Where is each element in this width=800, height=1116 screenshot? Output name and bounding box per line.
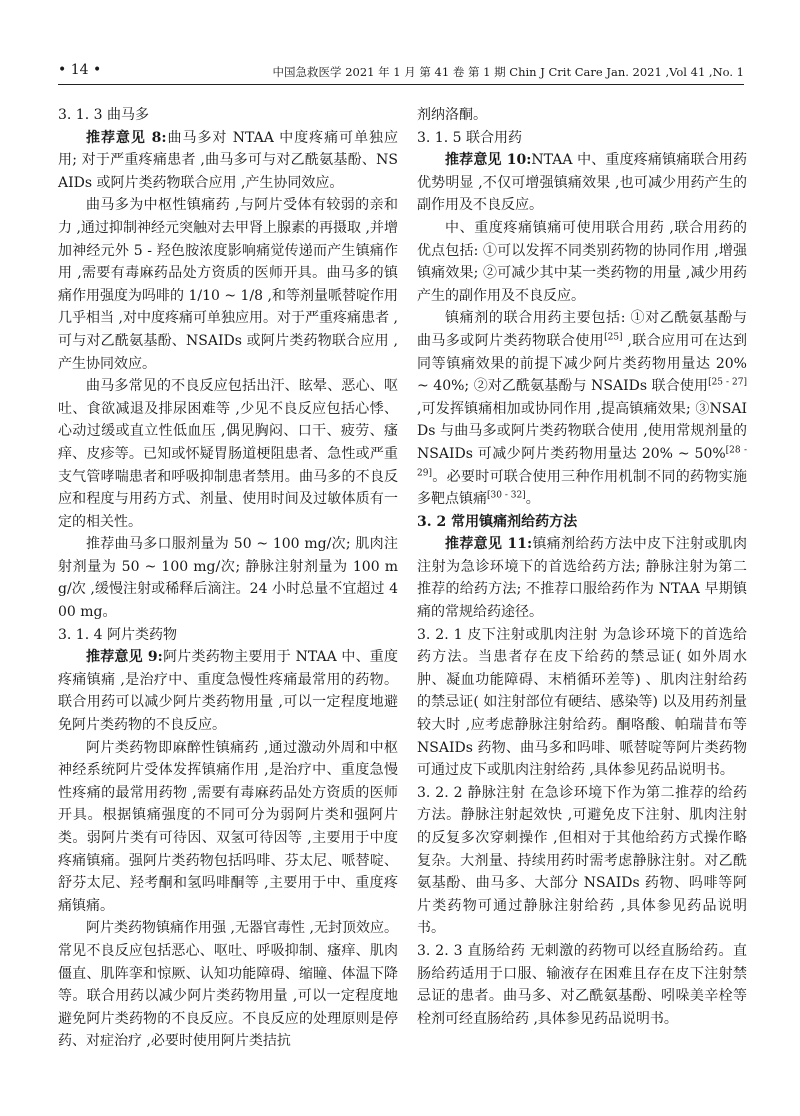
recommendation-9 (58, 646, 398, 736)
page-header (58, 62, 744, 85)
section-heading-3-1-3: 3. 1. 3 曲马多 (58, 107, 149, 123)
recommendation-11 (417, 533, 747, 623)
body-paragraph-with-citations: 镇痛剂的联合用药主要包括: ①对乙酰氨基酚与曲马多或阿片类药物联合使用[25] ,联合应用可在达到同等镇痛效果的前提下减少阿片类药物用量达 20% ~ 40%; ②对乙酰氨基酚与 NSAIDs 联合使用[25 - 27] ,可发挥镇痛相加或协同作用 ,提高镇痛效果; ③NSAIDs 与曲马多或阿片类药物联合使用 ,使用常规剂量的 NSAIDs 可减少阿片类药物用量达 20% ~ 50%[28 - 29]。必要时可联合使用三种作用机制不同的药物实施多靶点镇痛[30 - 32]。 (417, 310, 748, 508)
citation: [25] (604, 332, 623, 343)
recommendation-text: 阿片类药物主要用于 NTAA 中、重度疼痛镇痛 ,是治疗中、重度急慢性疼痛最常用的药物。联合用药可以减少阿片类药物用量 ,可以一定程度地避免阿片类药物的不良反应。 (58, 649, 398, 734)
body-paragraph: 曲马多为中枢性镇痛药 ,与阿片受体有较弱的亲和力 ,通过抑制神经元突触对去甲肾上腺素的再摄取 ,并增加神经元外 5 - 羟色胺浓度影响痛觉传递而产生镇痛作用 ,需要有毒麻药品处方资质的医师开具。曲马多的镇痛作用强度为吗啡的 1/10 ~ 1/8 ,和等剂量哌替啶作用几乎相当 ,对中度疼痛可单独应用。对于严重疼痛患者 ,可与对乙酰氨基酚、NSAIDs 或阿片类药物联合应用 ,产生协同效应。 (58, 197, 398, 372)
section-heading-3-1-5: 3. 1. 5 联合用药 (417, 129, 522, 146)
page-number: • 14 • (58, 62, 102, 78)
subsection-3-2-2: 3. 2. 2 静脉注射 在急诊环境下作为第二推荐的给药方法。静脉注射起效快 ,可避免皮下注射、肌肉注射的反复多次穿刺操作 ,但相对于其他给药方式操作略复杂。大剂量、持续用药时需考虑静脉注射。对乙酰氨基酚、曲马多、大部分 NSAIDs 药物、吗啡等阿片类药物可通过静脉注射给药 ,具体参见药品说明书。 (417, 784, 747, 937)
citation: [28 - 29] (417, 445, 748, 478)
recommendation-text: NTAA 中、重度疼痛镇痛联合用药优势明显 ,不仅可增强镇痛效果 ,也可减少用药产生的副作用及不良反应。 (417, 152, 747, 214)
recommendation-label: 推荐意见 8: (86, 129, 167, 146)
citation: [30 - 32] (487, 490, 526, 501)
journal-running-head: 中国急救医学 2021 年 1 月 第 41 卷 第 1 期 Chin J Crit Care Jan. 2021 ,Vol 41 ,No. 1 (272, 65, 744, 79)
subsection-3-2-1: 3. 2. 1 皮下注射或肌肉注射 为急诊环境下的首选给药方法。当患者存在皮下给药的禁忌证( 如外周水肿、凝血功能障碍、末梢循环差等) 、肌肉注射给药的禁忌证( 如注射部位有硬结、感染等) 以及用药剂量较大时 ,应考虑静脉注射给药。酮咯酸、帕瑞昔布等 NSAIDs 药物、曲马多和吗啡、哌替啶等阿片类药物可通过皮下或肌肉注射给药 ,具体参见药品说明书。 (417, 626, 747, 779)
continued-text: 剂纳洛酮。 (417, 107, 487, 123)
recommendation-label: 推荐意见 9: (86, 649, 163, 666)
section-heading-3-1-4: 3. 1. 4 阿片类药物 (58, 626, 177, 643)
body-paragraph: 推荐曲马多口服剂量为 50 ~ 100 mg/次; 肌肉注射剂量为 50 ~ 100 mg/次; 静脉注射剂量为 100 mg/次 ,缓慢注射或稀释后滴注。24 小时总量不宜超过 400 mg。 (58, 536, 398, 621)
recommendation-label: 推荐意见 11: (445, 536, 533, 553)
right-column (417, 104, 747, 1030)
left-column (58, 104, 398, 1053)
body-paragraph: 曲马多常见的不良反应包括出汗、眩晕、恶心、呕吐、食欲减退及排尿困难等 ,少见不良反应包括心悸、心动过缓或直立性低血压 ,偶见胸闷、口干、疲劳、瘙痒、皮疹等。已知或怀疑胃肠道梗阻患者、急性或严重支气管哮喘患者和呼吸抑制患者禁用。曲马多的不良反应和程度与用药方式、剂量、使用时间及过敏体质有一定的相关性。 (58, 378, 398, 530)
body-paragraph: 阿片类药物即麻醉性镇痛药 ,通过激动外周和中枢神经系统阿片受体发挥镇痛作用 ,是治疗中、重度急慢性疼痛的最常用药物 ,需要有毒麻药品处方资质的医师开具。根据镇痛强度的不同可分为弱阿片类和强阿片类。弱阿片类有可待因、双氢可待因等 ,主要用于中度疼痛镇痛。强阿片类药物包括吗啡、芬太尼、哌替啶、舒芬太尼、羟考酮和氢吗啡酮等 ,主要用于中、重度疼痛镇痛。 (58, 739, 398, 914)
body-paragraph: 中、重度疼痛镇痛可使用联合用药 ,联合用药的优点包括: ①可以发挥不同类别药物的协同作用 ,增强镇痛效果; ②可减少其中某一类药物的用量 ,减少用药产生的副作用及不良反应。 (417, 219, 747, 304)
subsection-3-2-3: 3. 2. 3 直肠给药 无刺激的药物可以经直肠给药。直肠给药适用于口服、输液存在困难且存在皮下注射禁忌证的患者。曲马多、对乙酰氨基酚、吲哚美辛栓等栓剂可经直肠给药 ,具体参见药品说明书。 (417, 942, 747, 1027)
recommendation-text: 镇痛剂给药方法中皮下注射或肌肉注射为急诊环境下的首选给药方法; 静脉注射为第二推荐的给药方法; 不推荐口服给药作为 NTAA 早期镇痛的常规给药途径。 (417, 536, 748, 621)
citation: [25 - 27] (708, 377, 747, 388)
body-paragraph: 阿片类药物镇痛作用强 ,无器官毒性 ,无封顶效应。常见不良反应包括恶心、呕吐、呼吸抑制、瘙痒、肌肉僵直、肌阵挛和惊厥、认知功能障碍、缩瞳、体温下降等。联合用药以减少阿片类药物用量 ,可以一定程度地避免阿片类药物的不良反应。不良反应的处理原则是停药、对症治疗 ,必要时使用阿片类拮抗 (58, 920, 398, 1050)
recommendation-10 (417, 149, 747, 217)
recommendation-text: 曲马多对 NTAA 中度疼痛可单独应用; 对于严重疼痛患者 ,曲马多可与对乙酰氨基酚、NSAIDs 或阿片类药物联合应用 ,产生协同效应。 (58, 129, 398, 191)
section-heading-3-2: 3. 2 常用镇痛剂给药方法 (417, 513, 578, 530)
recommendation-8 (58, 127, 398, 195)
recommendation-label: 推荐意见 10: (445, 152, 532, 169)
